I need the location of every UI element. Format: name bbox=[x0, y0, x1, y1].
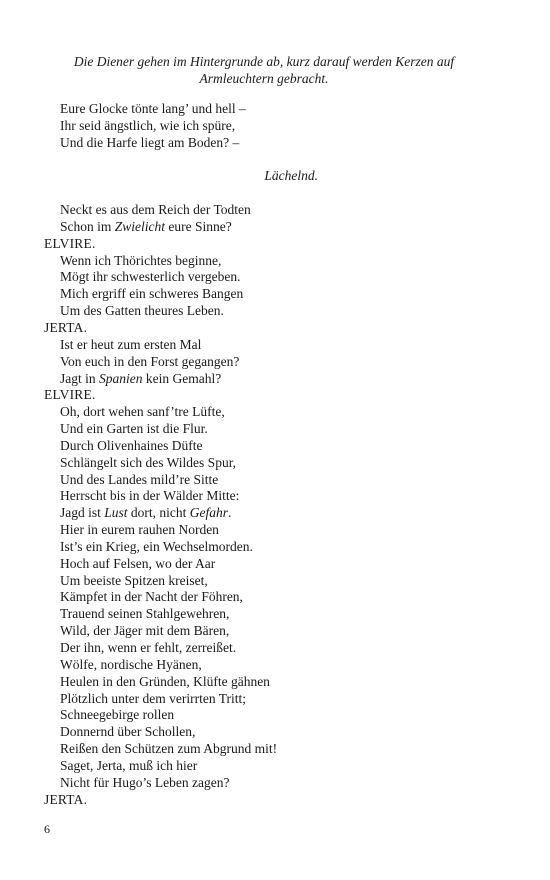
page-number: 6 bbox=[44, 822, 50, 836]
verse-fragment: kein Gemahl? bbox=[142, 370, 222, 386]
speaker-name: ELVIRE. bbox=[44, 235, 96, 251]
emphasized-word: Gefahr bbox=[189, 505, 229, 521]
verse-line bbox=[44, 371, 514, 388]
verse-line: Um des Gatten theures Leben. bbox=[60, 303, 224, 319]
dialogue-text bbox=[44, 101, 514, 808]
verse-line bbox=[44, 219, 514, 236]
verse-fragment: Jagt in bbox=[60, 370, 99, 386]
verse-fragment: Jagd ist bbox=[60, 505, 105, 521]
verse-line: Von euch in den Forst gegangen? bbox=[60, 353, 240, 369]
stage-direction-line: Die Diener gehen im Hintergrunde ab, kurz darauf werden Kerzen auf bbox=[73, 54, 455, 69]
verse-line: Mögt ihr schwesterlich vergeben. bbox=[60, 269, 241, 285]
verse-line: Trauend seinen Stahlgewehren, bbox=[60, 606, 230, 622]
verse-line: Und ein Garten ist die Flur. bbox=[60, 421, 208, 437]
verse-line: Hier in eurem rauhen Norden bbox=[60, 522, 219, 538]
verse-line: Heulen in den Gründen, Klüfte gähnen bbox=[60, 673, 270, 689]
verse-line: Eure Glocke tönte lang’ und hell – bbox=[60, 101, 246, 116]
verse-line: Schneegebirge rollen bbox=[60, 707, 175, 723]
emphasized-word: Lust bbox=[104, 505, 128, 521]
verse-line: Neckt es aus dem Reich der Todten bbox=[60, 202, 251, 218]
verse-line: Ihr seid ängstlich, wie ich spüre, bbox=[60, 117, 236, 133]
verse-line: Nicht für Hugo’s Leben zagen? bbox=[60, 774, 230, 790]
verse-line: Wenn ich Thörichtes beginne, bbox=[60, 252, 222, 268]
verse-line: Hoch auf Felsen, wo der Aar bbox=[60, 555, 216, 571]
emphasized-word: Spanien bbox=[99, 370, 143, 386]
verse-line: Reißen den Schützen zum Abgrund mit! bbox=[60, 741, 278, 757]
verse-fragment: . bbox=[228, 505, 232, 521]
verse-line: Und des Landes mild’re Sitte bbox=[60, 471, 219, 487]
verse-line: Ist’s ein Krieg, ein Wechselmorden. bbox=[60, 538, 253, 554]
verse-line: Der ihn, wenn er fehlt, zerreißet. bbox=[60, 640, 237, 655]
speaker-name: JERTA. bbox=[44, 319, 88, 335]
verse-line: Durch Olivenhaines Düfte bbox=[60, 437, 203, 453]
verse-line: Kämpfet in der Nacht der Föhren, bbox=[60, 589, 243, 605]
verse-line: Ist er heut zum ersten Mal bbox=[60, 336, 202, 352]
verse-line: Oh, dort wehen sanf’tre Lüfte, bbox=[60, 404, 225, 420]
verse-line: Und die Harfe liegt am Boden? – bbox=[60, 134, 240, 150]
verse-line: Wild, der Jäger mit dem Bären, bbox=[60, 623, 230, 639]
verse-line: Wölfe, nordische Hyänen, bbox=[60, 656, 202, 672]
verse-line: Herrscht bis in der Wälder Mitte: bbox=[60, 488, 240, 504]
verse-line: Plötzlich unter dem verirrten Tritt; bbox=[60, 690, 246, 706]
speaker-name: ELVIRE. bbox=[44, 387, 96, 403]
stage-direction-line: Armleuchtern gebracht. bbox=[199, 71, 329, 86]
speaker-name: JERTA. bbox=[44, 791, 88, 807]
blank-line bbox=[44, 185, 514, 202]
blank-line bbox=[44, 152, 514, 169]
stage-direction bbox=[44, 53, 484, 87]
verse-line: Schlängelt sich des Wildes Spur, bbox=[60, 454, 237, 470]
verse-line: Um beeiste Spitzen kreiset, bbox=[60, 572, 208, 588]
emphasized-word: Zwielicht bbox=[114, 218, 166, 234]
verse-line bbox=[44, 505, 514, 522]
verse-fragment: eure Sinne? bbox=[165, 218, 232, 234]
verse-line: Mich ergriff ein schweres Bangen bbox=[60, 286, 244, 302]
verse-fragment: Schon im bbox=[60, 218, 115, 234]
verse-line: Saget, Jerta, muß ich hier bbox=[60, 757, 198, 773]
verse-fragment: dort, nicht bbox=[127, 505, 190, 521]
verse-line: Donnernd über Schollen, bbox=[60, 724, 196, 740]
stage-direction-inline: Lächelnd. bbox=[264, 168, 318, 184]
